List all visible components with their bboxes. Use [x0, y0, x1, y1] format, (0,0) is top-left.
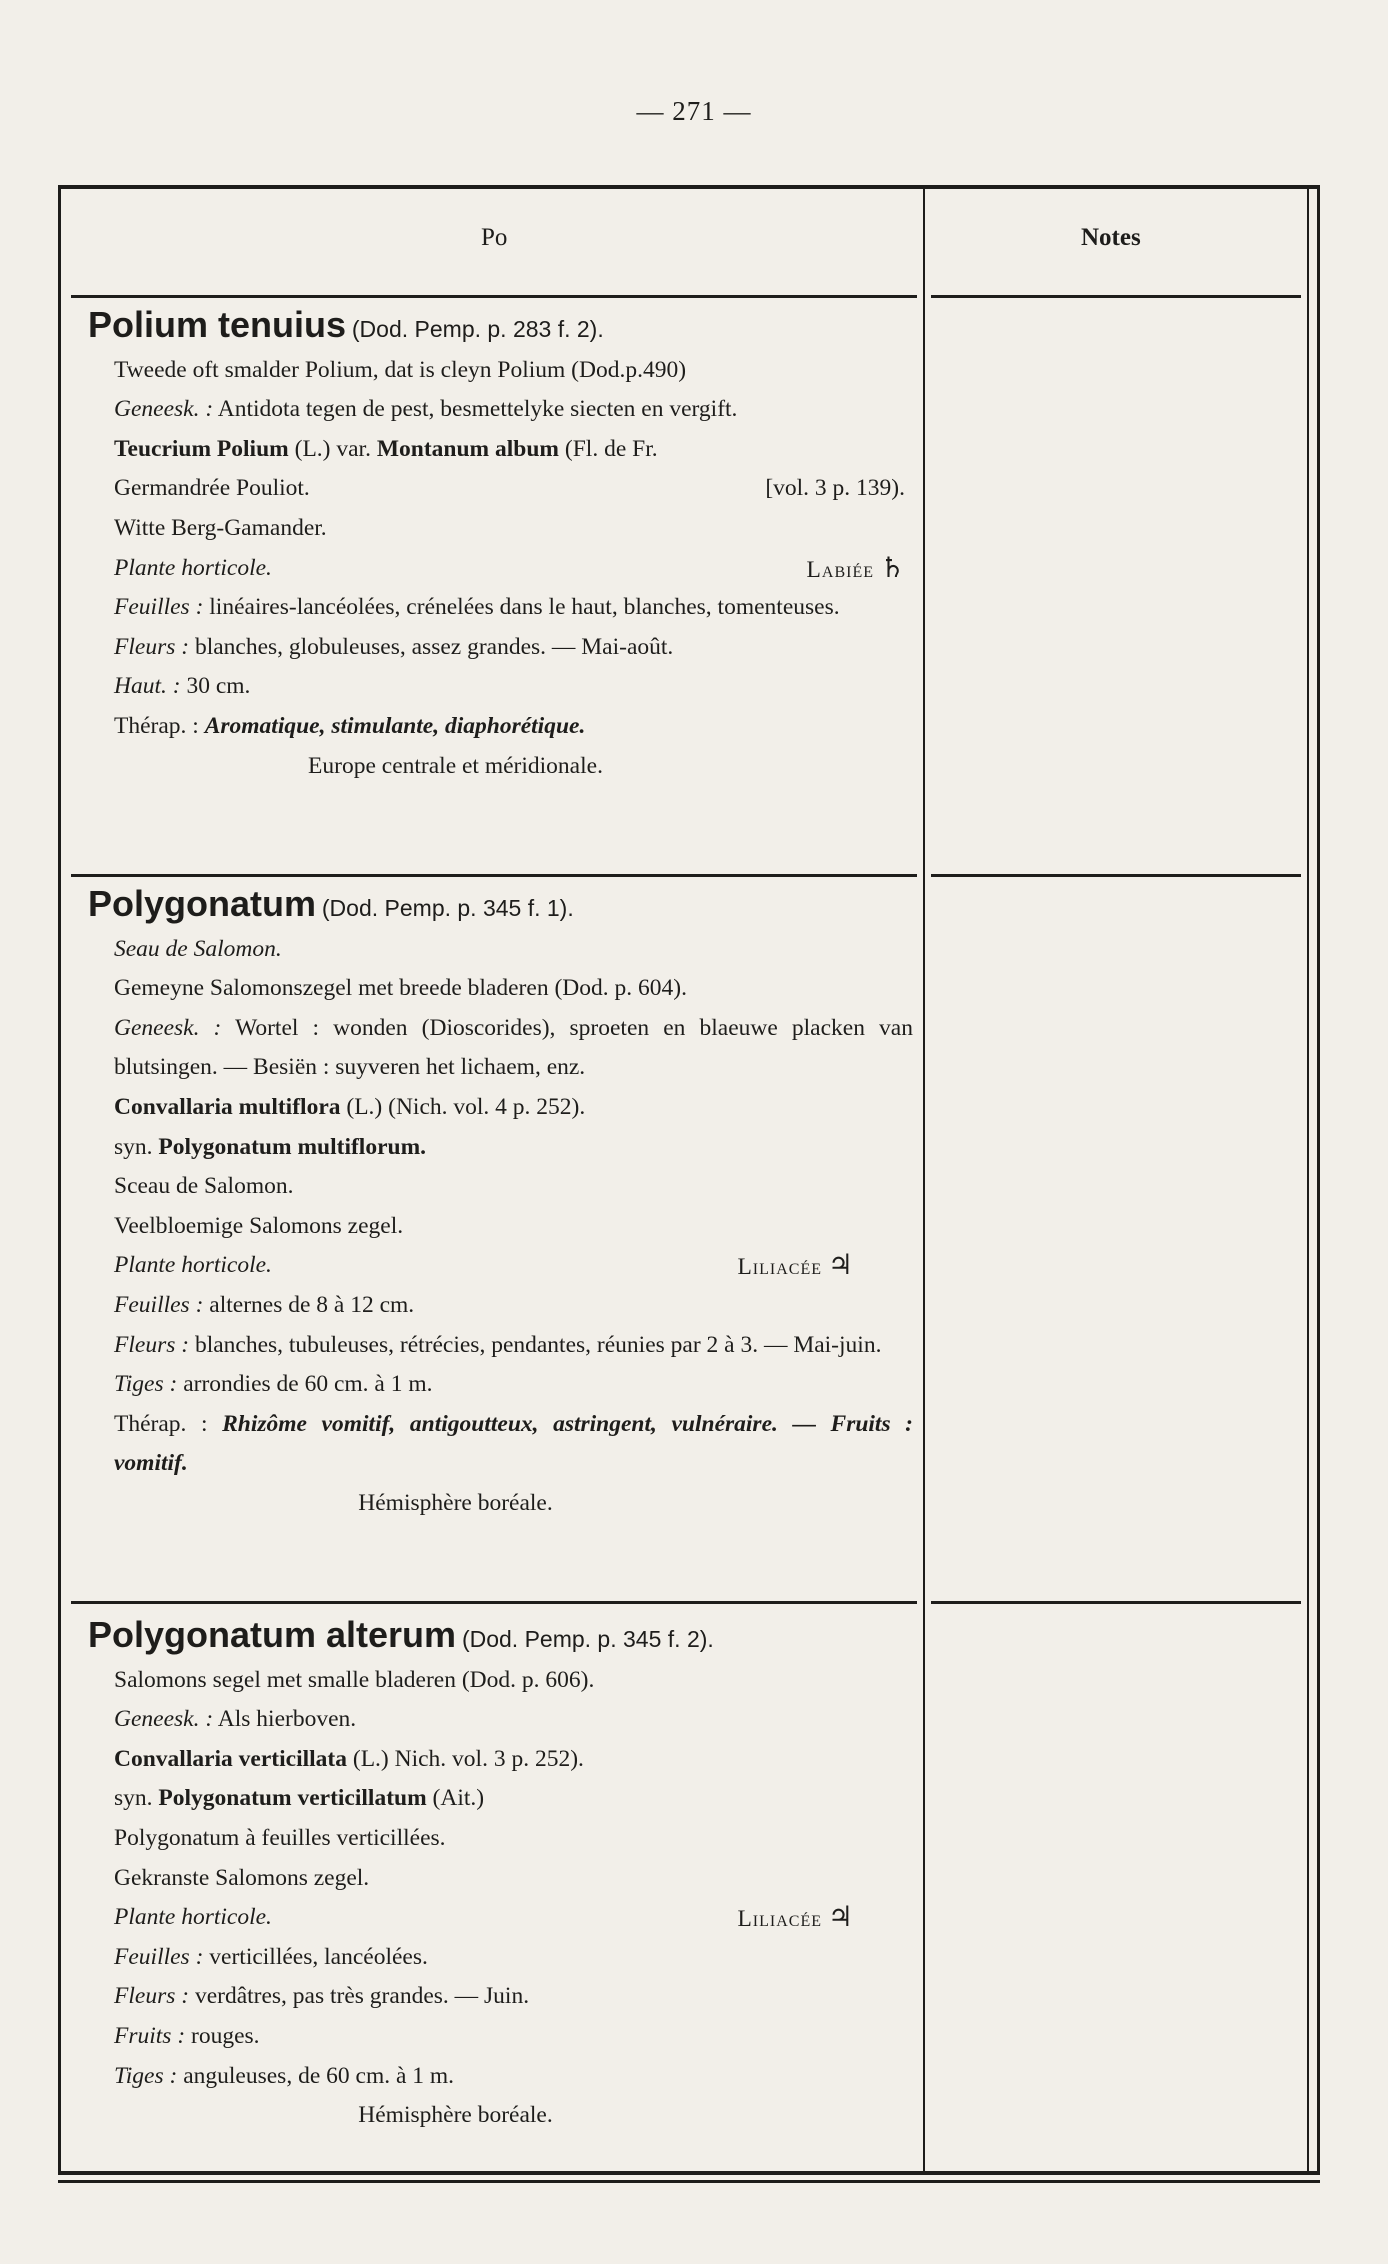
- dutch-name: Gemeyne Salomonszegel met breede bladeren (Dod. p. 604).: [114, 975, 687, 1002]
- bottom-rule: [58, 2180, 1320, 2183]
- right-border-line: [1307, 189, 1309, 2171]
- plant-type: Plante horticole. Labiée ♄: [114, 552, 905, 584]
- flemish-name: Veelbloemige Salomons zegel.: [114, 1212, 404, 1239]
- entry-title: Polium tenuius: [88, 304, 347, 345]
- feuilles-line: Feuilles : verticillées, lancéolées.: [114, 1943, 428, 1970]
- french-name: Polygonatum à feuilles verticillées.: [114, 1824, 446, 1851]
- latin-name: Convallaria verticillata (L.) Nich. vol. 3 p. 252).: [114, 1745, 584, 1772]
- flemish-name: Witte Berg-Gamander.: [114, 514, 327, 541]
- region: Hémisphère boréale.: [358, 1489, 553, 1516]
- entry-polygonatum-alterum: [88, 1613, 913, 2136]
- entry-polygonatum: [88, 882, 913, 1524]
- header-notes: Notes: [1081, 224, 1141, 251]
- synonym: syn. Polygonatum multiflorum.: [114, 1133, 427, 1160]
- entry-rule-2-right: [931, 1601, 1301, 1604]
- french-name: Germandrée Pouliot. [vol. 3 p. 139).: [114, 475, 905, 502]
- plant-family: Labiée: [806, 556, 875, 583]
- synonym: syn. Polygonatum verticillatum (Ait.): [114, 1785, 485, 1812]
- plant-type: Plante horticole. Liliacée ♃: [114, 1902, 853, 1934]
- header-rule-right: [931, 295, 1301, 298]
- entry-rule-2-left: [71, 1601, 917, 1604]
- jupiter-symbol-icon: ♃: [827, 1902, 853, 1934]
- french-name: Sceau de Salomon.: [114, 1173, 294, 1200]
- herbal-table: [58, 185, 1320, 2175]
- page-number: — 271 —: [636, 96, 752, 126]
- entry-polium-tenuius: [88, 303, 913, 786]
- region: Europe centrale et méridionale.: [308, 752, 603, 779]
- entry-reference: (Dod. Pemp. p. 345 f. 1).: [321, 895, 574, 921]
- haut-line: Haut. : 30 cm.: [114, 673, 251, 700]
- entry-reference: (Dod. Pemp. p. 345 f. 2).: [461, 1626, 714, 1652]
- region: Hémisphère boréale.: [358, 2102, 553, 2129]
- plant-family: Liliacée: [737, 1254, 823, 1281]
- geneesk-line: Geneesk. : Wortel : wonden (Dioscorides), sproeten en blaeuwe placken van blutsingen. — Besiën : suyveren het lichaem, enz.: [114, 1014, 913, 1081]
- feuilles-line: Feuilles : linéaires-lancéolées, crénelées dans le haut, blanches, tomenteuses.: [114, 594, 840, 621]
- header-po: Po: [481, 224, 508, 251]
- entry-rule-1-left: [71, 874, 917, 877]
- geneesk-line: Geneesk. : Als hierboven.: [114, 1706, 357, 1733]
- fleurs-line: Fleurs : blanches, globuleuses, assez grandes. — Mai-août.: [114, 633, 674, 660]
- dutch-name: Salomons segel met smalle bladeren (Dod. p. 606).: [114, 1666, 595, 1693]
- fleurs-line: Fleurs : verdâtres, pas très grandes. — Juin.: [114, 1983, 530, 2010]
- dutch-name: Tweede oft smalder Polium, dat is cleyn Polium (Dod.p.490): [114, 356, 687, 383]
- column-divider: [923, 189, 925, 2171]
- tiges-line: Tiges : anguleuses, de 60 cm. à 1 m.: [114, 2062, 455, 2089]
- latin-name: Teucrium Polium (L.) var. Montanum album (Fl. de Fr.: [114, 435, 658, 462]
- saturn-symbol-icon: ♄: [879, 552, 905, 584]
- header-rule-left: [71, 295, 917, 298]
- entry-reference: (Dod. Pemp. p. 283 f. 2).: [351, 316, 604, 342]
- plant-family: Liliacée: [737, 1906, 823, 1933]
- entry-rule-1-right: [931, 874, 1301, 877]
- plant-type: Plante horticole. Liliacée ♃: [114, 1250, 853, 1282]
- entry-title: Polygonatum alterum: [88, 1614, 457, 1655]
- fleurs-line: Fleurs : blanches, tubuleuses, rétrécies, pendantes, réunies par 2 à 3. — Mai-juin.: [114, 1331, 882, 1358]
- fruits-line: Fruits : rouges.: [114, 2022, 260, 2049]
- therap-line: Thérap. : Rhizôme vomitif, antigoutteux, astringent, vulnéraire. — Fruits : vomitif.: [114, 1410, 914, 1477]
- latin-name: Convallaria multiflora (L.) (Nich. vol. 4 p. 252).: [114, 1093, 586, 1120]
- jupiter-symbol-icon: ♃: [827, 1250, 853, 1282]
- tiges-line: Tiges : arrondies de 60 cm. à 1 m.: [114, 1371, 433, 1398]
- flemish-name: Gekranste Salomons zegel.: [114, 1864, 370, 1891]
- geneesk-line: Geneesk. : Antidota tegen de pest, besmettelyke siecten en vergift.: [114, 396, 738, 423]
- entry-title: Polygonatum: [88, 883, 317, 924]
- feuilles-line: Feuilles : alternes de 8 à 12 cm.: [114, 1291, 415, 1318]
- french-common-name: Seau de Salomon.: [114, 935, 282, 962]
- therap-line: Thérap. : Aromatique, stimulante, diaphorétique.: [114, 712, 586, 739]
